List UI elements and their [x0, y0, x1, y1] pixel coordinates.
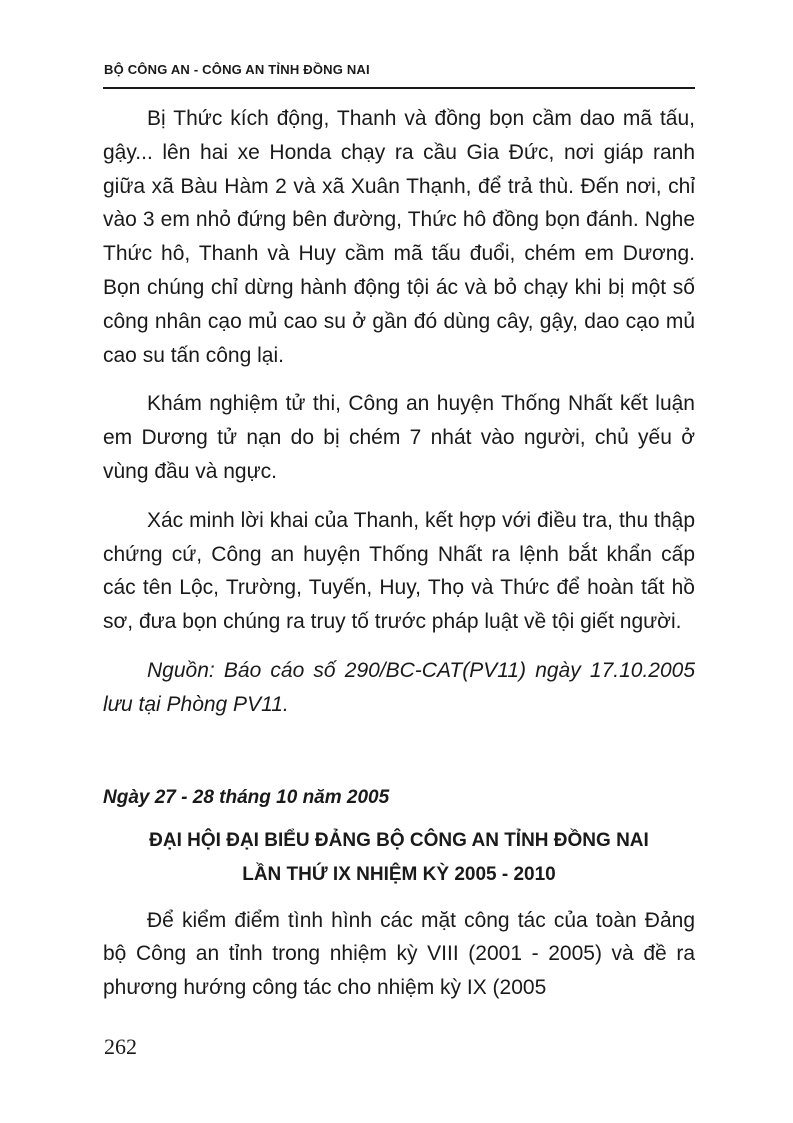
page-content [103, 102, 695, 1020]
body-paragraph-2: Khám nghiệm tử thi, Công an huyện Thống Nhất kết luận em Dương tử nạn do bị chém 7 nhát vào người, chủ yếu ở vùng đầu và ngực. [103, 392, 695, 483]
running-header: BỘ CÔNG AN - CÔNG AN TỈNH ĐỒNG NAI [104, 62, 370, 77]
section-title-line-1: ĐẠI HỘI ĐẠI BIỂU ĐẢNG BỘ CÔNG AN TỈNH ĐỒNG NAI [149, 829, 649, 851]
body-paragraph-1: Bị Thức kích động, Thanh và đồng bọn cầm dao mã tấu, gậy... lên hai xe Honda chạy ra cầu Gia Đức, nơi giáp ranh giữa xã Bàu Hàm 2 và xã Xuân Thạnh, để trả thù. Đến nơi, chỉ vào 3 em nhỏ đứng bên đường, Thức hô đồng bọn đánh. Nghe Thức hô, Thanh và Huy cầm mã tấu đuổi, chém em Dương. Bọn chúng chỉ dừng hành động tội ác và bỏ chạy khi bị một số công nhân cạo mủ cao su ở gần đó dùng cây, gậy, dao cạo mủ cao su tấn công lại. [103, 107, 695, 367]
section-intro-paragraph: Để kiểm điểm tình hình các mặt công tác của toàn Đảng bộ Công an tỉnh trong nhiệm kỳ VIII (2001 - 2005) và đề ra phương hướng công tác cho nhiệm kỳ IX (2005 [103, 908, 695, 1000]
section-title-line-2: LẦN THỨ IX NHIỆM KỲ 2005 - 2010 [242, 863, 556, 885]
source-note: Nguồn: Báo cáo số 290/BC-CAT(PV11) ngày 17.10.2005 lưu tại Phòng PV11. [103, 658, 695, 716]
header-divider [103, 87, 695, 89]
page-number: 262 [104, 1034, 137, 1059]
section-date: Ngày 27 - 28 tháng 10 năm 2005 [103, 786, 390, 808]
body-paragraph-3: Xác minh lời khai của Thanh, kết hợp với điều tra, thu thập chứng cứ, Công an huyện Thống Nhất ra lệnh bắt khẩn cấp các tên Lộc, Trường, Tuyến, Huy, Thọ và Thức để hoàn tất hồ sơ, đưa bọn chúng ra truy tố trước pháp luật về tội giết người. [103, 508, 695, 634]
section-title [103, 824, 695, 892]
